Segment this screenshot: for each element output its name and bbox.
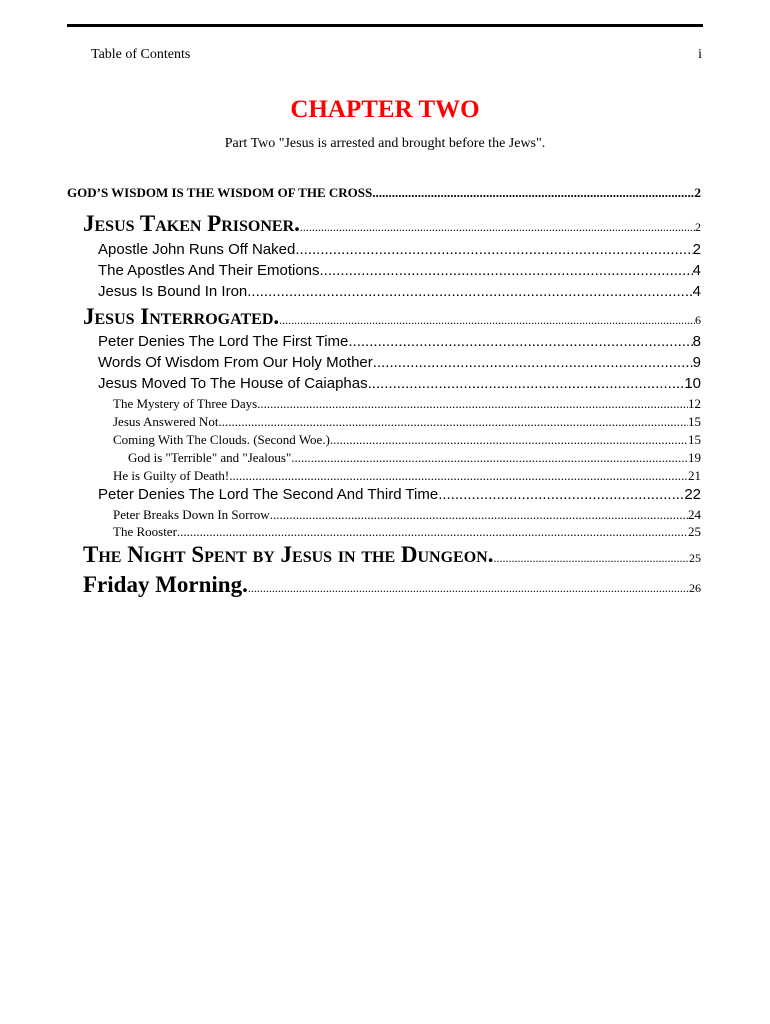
toc-entry-title: The Mystery of Three Days (113, 396, 258, 411)
toc-leader-dots (291, 450, 688, 466)
toc-entry-page: 21 (688, 468, 701, 483)
toc-entry-guilty-of-death[interactable] (113, 468, 701, 484)
toc-entry-page: 26 (689, 581, 701, 595)
toc-leader-dots (493, 551, 689, 566)
toc-entry-page: 22 (684, 486, 701, 503)
toc-leader-dots (373, 354, 693, 371)
toc-entry-title: Friday Morning. (83, 572, 248, 597)
toc-entry-page: 15 (688, 432, 701, 447)
toc-entry-page: 2 (695, 220, 701, 234)
toc-leader-dots (372, 185, 694, 201)
toc-entry-title: Peter Breaks Down In Sorrow (113, 507, 270, 522)
toc-entry-peter-denies-first[interactable] (98, 333, 701, 350)
toc-leader-dots (300, 220, 695, 235)
toc-leader-dots (279, 313, 695, 328)
toc-entry-peter-denies-second-third[interactable] (98, 486, 701, 503)
toc-leader-dots (270, 507, 688, 523)
toc-entry-house-of-caiaphas[interactable] (98, 375, 701, 392)
toc-entry-title: Jesus Interrogated. (83, 304, 280, 329)
page-number: i (698, 47, 702, 62)
toc-entry-page: 6 (695, 313, 701, 327)
toc-leader-dots (348, 333, 692, 350)
toc-entry-apostle-john[interactable] (98, 241, 701, 258)
toc-leader-dots (247, 283, 692, 300)
toc-entry-friday-morning[interactable] (83, 572, 701, 598)
toc-entry-page: 25 (689, 551, 701, 565)
toc-entry-page: 24 (688, 507, 701, 522)
toc-entry-page: 2 (694, 185, 701, 200)
toc-leader-dots (248, 581, 689, 596)
toc-entry-apostles-emotions[interactable] (98, 262, 701, 279)
toc-entry-the-rooster[interactable] (113, 524, 701, 540)
toc-entry-title: Words Of Wisdom From Our Holy Mother (98, 354, 373, 371)
toc-entry-page: 25 (688, 524, 701, 539)
toc-entry-title: Peter Denies The Lord The First Time (98, 333, 349, 350)
toc-entry-page: 10 (684, 375, 701, 392)
top-rule (67, 24, 703, 27)
toc-entry-title: He is Guilty of Death! (113, 468, 230, 483)
toc-entry-coming-with-clouds[interactable] (113, 432, 701, 448)
toc-leader-dots (177, 524, 688, 540)
toc-leader-dots (368, 375, 685, 392)
toc-entry-god-terrible-jealous[interactable] (128, 450, 701, 466)
toc-entry-page: 4 (692, 283, 701, 300)
toc-entry-jesus-interrogated[interactable] (83, 304, 701, 330)
toc-leader-dots (330, 432, 688, 448)
toc-leader-dots (218, 414, 688, 430)
toc-entry-title: The Night Spent by Jesus in the Dungeon. (83, 542, 494, 567)
toc-entry-title: God is "Terrible" and "Jealous" (128, 450, 292, 465)
toc-entry-page: 9 (692, 354, 701, 371)
toc-entry-peter-breaks-down[interactable] (113, 507, 701, 523)
toc-leader-dots (229, 468, 688, 484)
toc-entry-title: Jesus Is Bound In Iron (98, 283, 248, 300)
toc-entry-title: Coming With The Clouds. (Second Woe.) (113, 432, 330, 447)
toc-entry-title: Jesus Answered Not (113, 414, 219, 429)
toc-entry-mystery-three-days[interactable] (113, 396, 701, 412)
toc-entry-title: Apostle John Runs Off Naked (98, 241, 296, 258)
running-header-title: Table of Contents (91, 47, 191, 62)
toc-entry-page: 8 (692, 333, 701, 350)
toc-entry-page: 12 (688, 396, 701, 411)
toc-entry-title: The Apostles And Their Emotions (98, 262, 320, 279)
toc-entry-jesus-answered-not[interactable] (113, 414, 701, 430)
toc-leader-dots (438, 486, 684, 503)
toc-entry-title: Peter Denies The Lord The Second And Third Time (98, 486, 439, 503)
chapter-title: CHAPTER TWO (290, 96, 480, 123)
toc-entry-page: 2 (692, 241, 701, 258)
toc-leader-dots (320, 262, 693, 279)
toc-entry-page: 15 (688, 414, 701, 429)
toc-entry-night-in-dungeon[interactable] (83, 542, 701, 568)
toc-entry-title: Jesus Taken Prisoner. (83, 211, 300, 236)
toc-entry-jesus-taken-prisoner[interactable] (83, 211, 701, 237)
toc-entry-bound-in-iron[interactable] (98, 283, 701, 300)
toc-leader-dots (257, 396, 688, 412)
toc-entry-title: GOD’S WISDOM IS THE WISDOM OF THE CROSS (67, 185, 373, 200)
toc-entry-gods-wisdom[interactable] (67, 185, 701, 201)
toc-entry-words-of-wisdom[interactable] (98, 354, 701, 371)
toc-leader-dots (295, 241, 692, 258)
chapter-subtitle: Part Two "Jesus is arrested and brought before the Jews". (224, 136, 546, 151)
toc-entry-title: The Rooster (113, 524, 177, 539)
toc-entry-page: 4 (692, 262, 701, 279)
toc-entry-page: 19 (688, 450, 701, 465)
toc-entry-title: Jesus Moved To The House of Caiaphas (98, 375, 368, 392)
